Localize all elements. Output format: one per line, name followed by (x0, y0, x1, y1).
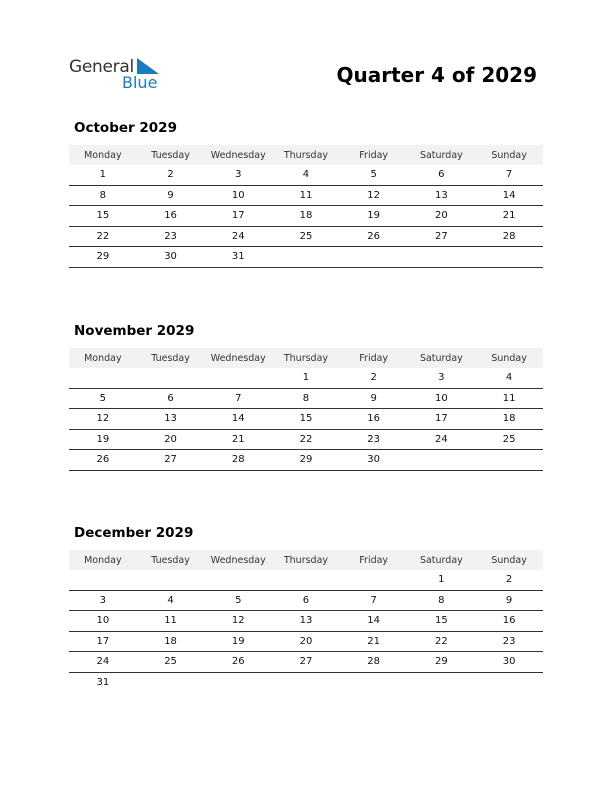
day-cell (69, 570, 137, 590)
day-cell: 14 (340, 611, 408, 632)
week-row (69, 611, 543, 632)
day-cell: 29 (69, 247, 137, 268)
day-cell: 5 (69, 388, 137, 409)
logo-text-general: General (69, 57, 134, 77)
day-cell: 12 (340, 185, 408, 206)
day-cell: 25 (272, 226, 340, 247)
day-cell (204, 672, 272, 692)
day-cell: 30 (475, 652, 543, 673)
day-cell: 4 (272, 165, 340, 185)
weekday-header-row (69, 145, 543, 165)
weekday-header: Monday (69, 145, 137, 165)
day-cell: 30 (340, 450, 408, 471)
day-cell: 6 (408, 165, 476, 185)
day-cell: 1 (408, 570, 476, 590)
day-cell: 4 (137, 590, 205, 611)
day-cell: 24 (69, 652, 137, 673)
day-cell: 23 (475, 631, 543, 652)
day-cell: 29 (272, 450, 340, 471)
day-cell: 15 (69, 206, 137, 227)
weekday-header: Saturday (408, 145, 476, 165)
day-cell: 7 (340, 590, 408, 611)
day-cell: 17 (204, 206, 272, 227)
week-row (69, 185, 543, 206)
logo-triangle-icon (137, 58, 159, 74)
weekday-header: Tuesday (137, 348, 205, 368)
week-row (69, 388, 543, 409)
day-cell: 17 (69, 631, 137, 652)
weekday-header: Monday (69, 550, 137, 570)
month-grid (69, 550, 543, 692)
day-cell: 16 (340, 409, 408, 430)
day-cell: 10 (204, 185, 272, 206)
day-cell: 12 (204, 611, 272, 632)
day-cell: 16 (137, 206, 205, 227)
day-cell: 20 (272, 631, 340, 652)
day-cell (204, 570, 272, 590)
day-cell (340, 570, 408, 590)
day-cell: 18 (475, 409, 543, 430)
day-cell: 13 (137, 409, 205, 430)
day-cell: 28 (340, 652, 408, 673)
day-cell: 21 (204, 429, 272, 450)
day-cell: 8 (408, 590, 476, 611)
day-cell: 22 (69, 226, 137, 247)
week-row (69, 165, 543, 185)
weekday-header: Thursday (272, 145, 340, 165)
day-cell: 2 (137, 165, 205, 185)
logo-text-blue: Blue (122, 73, 158, 92)
week-row (69, 672, 543, 692)
day-cell: 18 (137, 631, 205, 652)
week-row (69, 409, 543, 430)
day-cell (408, 247, 476, 268)
day-cell: 28 (475, 226, 543, 247)
month-title: November 2029 (74, 323, 195, 339)
week-row (69, 570, 543, 590)
day-cell: 19 (69, 429, 137, 450)
day-cell: 19 (204, 631, 272, 652)
weekday-header: Wednesday (204, 550, 272, 570)
day-cell (408, 672, 476, 692)
month-grid (69, 348, 543, 471)
day-cell: 10 (69, 611, 137, 632)
day-cell: 8 (69, 185, 137, 206)
weekday-header-row (69, 348, 543, 368)
weekday-header: Saturday (408, 550, 476, 570)
weekday-header: Wednesday (204, 145, 272, 165)
weekday-header: Saturday (408, 348, 476, 368)
day-cell: 27 (137, 450, 205, 471)
day-cell: 2 (475, 570, 543, 590)
day-cell: 11 (137, 611, 205, 632)
day-cell (137, 672, 205, 692)
month-title: October 2029 (74, 120, 177, 136)
day-cell: 5 (204, 590, 272, 611)
day-cell (204, 368, 272, 388)
weekday-header: Tuesday (137, 145, 205, 165)
brand-logo (69, 57, 169, 93)
day-cell: 4 (475, 368, 543, 388)
day-cell: 28 (204, 450, 272, 471)
day-cell (137, 570, 205, 590)
day-cell: 23 (340, 429, 408, 450)
weekday-header: Friday (340, 348, 408, 368)
week-row (69, 206, 543, 227)
week-row (69, 652, 543, 673)
week-row (69, 226, 543, 247)
weekday-header: Tuesday (137, 550, 205, 570)
day-cell: 19 (340, 206, 408, 227)
day-cell: 20 (137, 429, 205, 450)
day-cell: 25 (137, 652, 205, 673)
day-cell: 8 (272, 388, 340, 409)
day-cell: 13 (272, 611, 340, 632)
weekday-header: Sunday (475, 145, 543, 165)
day-cell: 13 (408, 185, 476, 206)
day-cell: 30 (137, 247, 205, 268)
day-cell: 21 (340, 631, 408, 652)
weekday-header: Friday (340, 145, 408, 165)
month-calendar (69, 120, 543, 268)
month-calendar (69, 525, 543, 692)
weekday-header: Thursday (272, 348, 340, 368)
day-cell (408, 450, 476, 471)
week-row (69, 368, 543, 388)
day-cell: 3 (408, 368, 476, 388)
weekday-header: Sunday (475, 550, 543, 570)
weekday-header: Friday (340, 550, 408, 570)
day-cell: 26 (340, 226, 408, 247)
day-cell: 16 (475, 611, 543, 632)
day-cell: 26 (69, 450, 137, 471)
day-cell: 1 (69, 165, 137, 185)
day-cell: 27 (408, 226, 476, 247)
day-cell: 6 (137, 388, 205, 409)
day-cell: 29 (408, 652, 476, 673)
weekday-header: Wednesday (204, 348, 272, 368)
day-cell: 25 (475, 429, 543, 450)
day-cell (272, 247, 340, 268)
weekday-header: Thursday (272, 550, 340, 570)
day-cell: 5 (340, 165, 408, 185)
day-cell: 17 (408, 409, 476, 430)
week-row (69, 631, 543, 652)
week-row (69, 450, 543, 471)
page-title: Quarter 4 of 2029 (336, 63, 537, 87)
day-cell: 7 (475, 165, 543, 185)
weekday-header: Sunday (475, 348, 543, 368)
month-title: December 2029 (74, 525, 194, 541)
day-cell: 10 (408, 388, 476, 409)
day-cell (475, 247, 543, 268)
day-cell: 24 (204, 226, 272, 247)
day-cell: 24 (408, 429, 476, 450)
day-cell: 22 (272, 429, 340, 450)
day-cell: 3 (69, 590, 137, 611)
day-cell: 23 (137, 226, 205, 247)
day-cell: 26 (204, 652, 272, 673)
day-cell: 14 (204, 409, 272, 430)
weekday-header: Monday (69, 348, 137, 368)
day-cell: 3 (204, 165, 272, 185)
day-cell: 11 (475, 388, 543, 409)
weekday-header-row (69, 550, 543, 570)
day-cell: 9 (340, 388, 408, 409)
week-row (69, 247, 543, 268)
day-cell: 12 (69, 409, 137, 430)
day-cell (340, 672, 408, 692)
day-cell: 6 (272, 590, 340, 611)
day-cell: 18 (272, 206, 340, 227)
week-row (69, 590, 543, 611)
day-cell: 14 (475, 185, 543, 206)
day-cell: 20 (408, 206, 476, 227)
day-cell: 2 (340, 368, 408, 388)
day-cell: 1 (272, 368, 340, 388)
day-cell (340, 247, 408, 268)
day-cell: 9 (475, 590, 543, 611)
day-cell: 11 (272, 185, 340, 206)
day-cell: 31 (96, 676, 110, 688)
day-cell: 9 (137, 185, 205, 206)
week-row (69, 429, 543, 450)
day-cell (272, 570, 340, 590)
day-cell: 27 (272, 652, 340, 673)
day-cell: 22 (408, 631, 476, 652)
day-cell: 15 (408, 611, 476, 632)
month-grid (69, 145, 543, 268)
day-cell (475, 672, 543, 692)
day-cell: 21 (475, 206, 543, 227)
day-cell (69, 368, 137, 388)
month-calendar (69, 323, 543, 471)
day-cell: 7 (204, 388, 272, 409)
day-cell (137, 368, 205, 388)
day-cell (475, 450, 543, 471)
day-cell (272, 672, 340, 692)
day-cell: 15 (272, 409, 340, 430)
day-cell: 31 (204, 247, 272, 268)
